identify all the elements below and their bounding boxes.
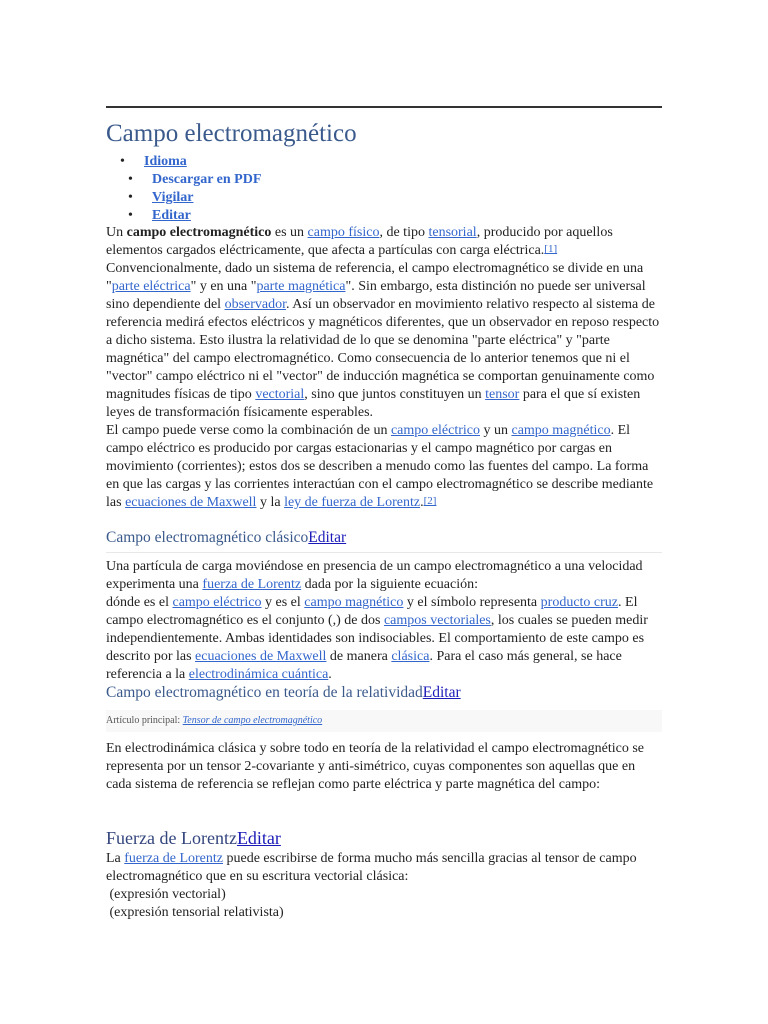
formula-line: (expresión vectorial) bbox=[106, 887, 226, 902]
text: de manera bbox=[326, 649, 392, 664]
link-producto-cruz[interactable]: producto cruz bbox=[540, 595, 619, 610]
paragraph bbox=[106, 558, 662, 594]
bullet-icon: • bbox=[128, 208, 133, 223]
note-label: Artículo principal: bbox=[106, 715, 183, 726]
main-article-note bbox=[106, 710, 662, 732]
bullet-icon: • bbox=[128, 172, 133, 187]
link-campo-magnetico[interactable]: campo magnético bbox=[304, 595, 404, 610]
text: . Así un observador en movimiento relativo respecto al sistema de referencia medirá efectos eléctricos y magnéticos diferentes, que un observador en reposo respecto a dicho sistema. Esto ilustra la relatividad de lo que se denomina "parte eléctrica" y "parte magnética" del campo electromagnético. Como consecuencia de lo anterior tenemos que ni el "vector" campo eléctrico ni el "vector" de inducción magnética se comportan genuinamente como magnitudes físicas de tipo bbox=[106, 297, 660, 402]
language-link[interactable]: Idioma bbox=[144, 154, 187, 169]
section-heading-clasico bbox=[106, 528, 346, 548]
edit-section-link[interactable]: Editar bbox=[422, 684, 461, 701]
watch-link[interactable]: Vigilar bbox=[152, 190, 194, 205]
section-relatividad-text bbox=[106, 740, 662, 794]
link-parte-electrica[interactable]: parte eléctrica bbox=[111, 279, 191, 294]
link-ecuaciones-maxwell[interactable]: ecuaciones de Maxwell bbox=[195, 649, 327, 664]
divider bbox=[106, 552, 662, 553]
text: y es el bbox=[261, 595, 305, 610]
section-clasico-text bbox=[106, 558, 662, 684]
text: . bbox=[420, 495, 424, 510]
text: y un bbox=[479, 423, 512, 438]
text: y la bbox=[256, 495, 285, 510]
edit-section-link[interactable]: Editar bbox=[236, 828, 281, 848]
text: , sino que juntos constituyen un bbox=[304, 387, 486, 402]
link-campos-vectoriales[interactable]: campos vectoriales bbox=[383, 613, 491, 628]
text: puede escribirse de forma mucho más sencilla gracias al tensor de campo electromagnético que en su escritura vectorial clásica: bbox=[106, 851, 637, 884]
link-vectorial[interactable]: vectorial bbox=[255, 387, 305, 402]
bold-term: campo electromagnético bbox=[126, 225, 272, 240]
reference-link[interactable]: [1] bbox=[544, 243, 558, 255]
link-fuerza-lorentz[interactable]: fuerza de Lorentz bbox=[202, 577, 302, 592]
paragraph bbox=[106, 594, 662, 684]
page-title: Campo electromagnético bbox=[106, 120, 357, 147]
text: Un bbox=[106, 225, 127, 240]
text: para el que sí existen leyes de transformación físicamente esperables. bbox=[106, 387, 641, 420]
heading-text: Campo electromagnético en teoría de la relatividad bbox=[106, 684, 423, 701]
link-ley-lorentz[interactable]: ley de fuerza de Lorentz bbox=[284, 495, 421, 510]
link-campo-magnetico[interactable]: campo magnético bbox=[511, 423, 611, 438]
text: . bbox=[328, 667, 332, 682]
text: . El campo eléctrico es producido por cargas estacionarias y el campo magnético por cargas en movimiento (corrientes); estos dos se describen a menudo como las fuentes del campo. La forma en que las cargas y las corrientes interactúan con el campo electromagnético se describe mediante las bbox=[106, 423, 654, 510]
text: , los cuales se pueden medir independientemente. Ambas identidades son indisociables. El comportamiento de este campo es descrito por las bbox=[106, 613, 648, 664]
heading-text: Campo electromagnético clásico bbox=[106, 529, 309, 546]
bullet-icon: • bbox=[128, 190, 133, 205]
text: . Para el caso más general, se hace referencia a la bbox=[106, 649, 622, 682]
text: Una partícula de carga moviéndose en presencia de un campo electromagnético a una velocidad experimenta una bbox=[106, 559, 643, 592]
link-parte-magnetica[interactable]: parte magnética bbox=[256, 279, 346, 294]
link-tensorial[interactable]: tensorial bbox=[428, 225, 477, 240]
text: , de tipo bbox=[379, 225, 429, 240]
link-campo-fisico[interactable]: campo físico bbox=[307, 225, 380, 240]
paragraph: En electrodinámica clásica y sobre todo en teoría de la relatividad el campo electromagnético se representa por un tensor 2-covariante y anti-simétrico, cuyas componentes son aquellas que en cada sistema de referencia se reflejan como parte eléctrica y parte magnética del campo: bbox=[106, 741, 644, 792]
link-clasica[interactable]: clásica bbox=[391, 649, 430, 664]
link-campo-electrico[interactable]: campo eléctrico bbox=[172, 595, 262, 610]
section-heading-relatividad bbox=[106, 683, 461, 703]
section-heading-fuerza-lorentz bbox=[106, 826, 281, 850]
text: . El campo electromagnético es el conjunto (,) de dos bbox=[106, 595, 638, 628]
reference-link[interactable]: [2] bbox=[423, 495, 437, 507]
text: El campo puede verse como la combinación de un bbox=[106, 423, 391, 438]
text: " y en una " bbox=[190, 279, 257, 294]
text: , producido por aquellos elementos cargados eléctricamente, que afecta a partículas con carga eléctrica. bbox=[106, 225, 613, 258]
formula-line: (expresión tensorial relativista) bbox=[106, 905, 284, 920]
text: dada por la siguiente ecuación: bbox=[301, 577, 478, 592]
link-campo-electrico[interactable]: campo eléctrico bbox=[390, 423, 480, 438]
intro-paragraph bbox=[106, 224, 662, 260]
link-tensor[interactable]: tensor bbox=[485, 387, 520, 402]
text: y el símbolo representa bbox=[403, 595, 541, 610]
link-main-article[interactable]: Tensor de campo electromagnético bbox=[182, 715, 323, 726]
link-observador[interactable]: observador bbox=[224, 297, 287, 312]
intro-text bbox=[106, 224, 662, 512]
intro-paragraph bbox=[106, 260, 662, 422]
paragraph bbox=[106, 850, 662, 886]
text: La bbox=[106, 851, 125, 866]
text: es un bbox=[271, 225, 308, 240]
edit-section-link[interactable]: Editar bbox=[308, 529, 347, 546]
section-lorentz-text bbox=[106, 850, 662, 922]
heading-text: Fuerza de Lorentz bbox=[106, 828, 237, 848]
bullet-icon: • bbox=[120, 154, 125, 169]
link-ecuaciones-maxwell[interactable]: ecuaciones de Maxwell bbox=[125, 495, 257, 510]
text: Convencionalmente, dado un sistema de referencia, el campo electromagnético se divide en una " bbox=[106, 261, 644, 294]
text: ". Sin embargo, esta distinción no puede ser universal sino dependiente del bbox=[106, 279, 646, 312]
text: dónde es el bbox=[106, 595, 173, 610]
download-pdf-link[interactable]: Descargar en PDF bbox=[152, 172, 262, 187]
edit-link[interactable]: Editar bbox=[152, 208, 191, 223]
top-rule bbox=[106, 106, 662, 108]
link-electrodinamica-cuantica[interactable]: electrodinámica cuántica bbox=[188, 667, 329, 682]
intro-paragraph bbox=[106, 422, 662, 512]
link-fuerza-lorentz[interactable]: fuerza de Lorentz bbox=[124, 851, 223, 866]
